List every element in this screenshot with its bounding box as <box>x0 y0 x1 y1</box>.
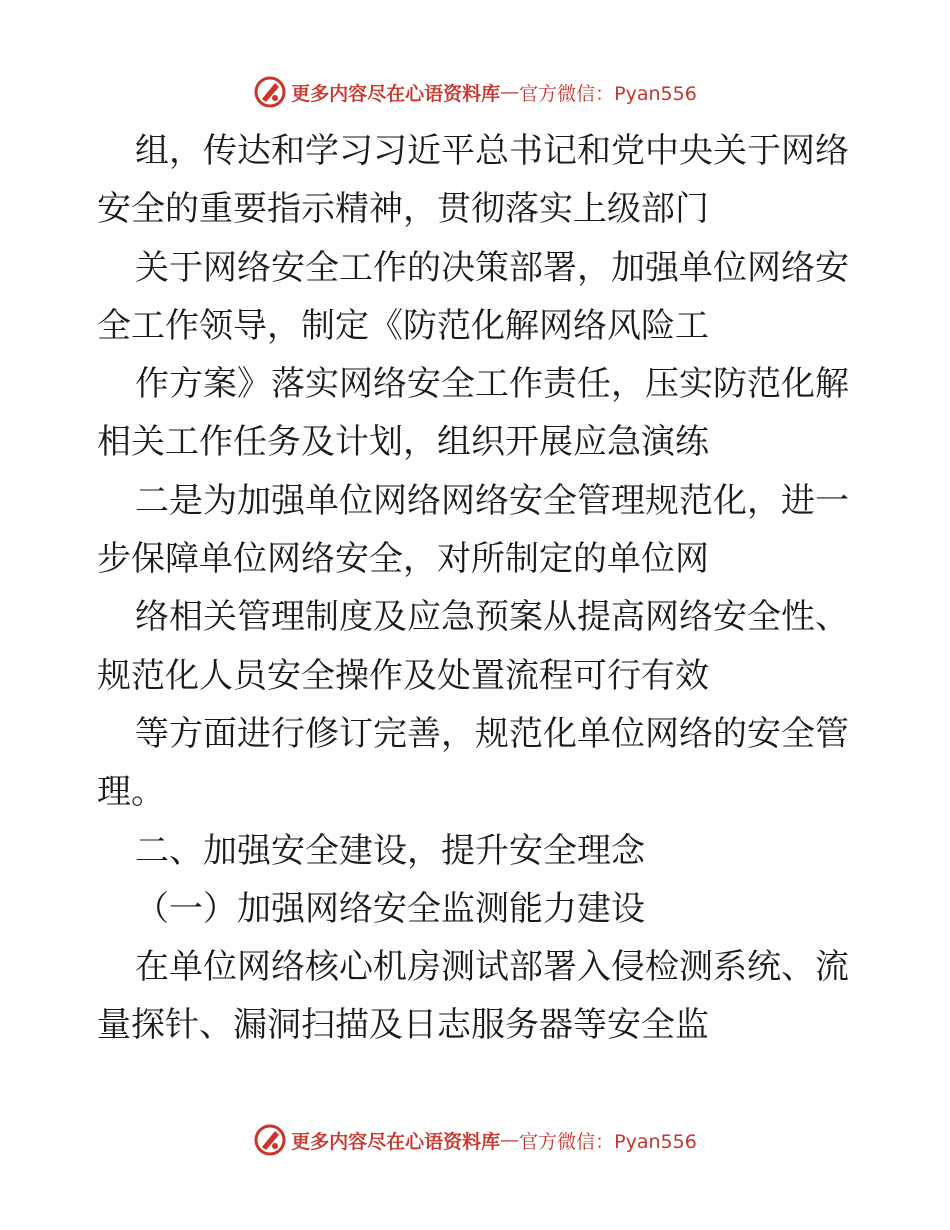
body-line: 关于网络安全工作的决策部署，加强单位网络安 <box>135 247 849 288</box>
body-line: 二、加强安全建设，提升安全理念 <box>135 830 645 871</box>
body-line: 在单位网络核心机房测试部署入侵检测系统、流 <box>135 947 849 988</box>
watermark-wechat-text: 官方微信：Pyan556 <box>519 1130 697 1153</box>
body-line: 组，传达和学习习近平总书记和党中央关于网络 <box>135 131 849 171</box>
watermark-separator: — <box>500 81 520 103</box>
body-line: 安全的重要指示精神，贯彻落实上级部门 <box>97 189 709 230</box>
watermark-site-text: 更多内容尽在心语资料库 <box>291 82 501 105</box>
body-line: 规范化人员安全操作及处置流程可行有效 <box>97 655 709 696</box>
body-line: 理。 <box>97 772 165 813</box>
body-line: （一）加强网络安全监测能力建设 <box>135 888 645 929</box>
body-line: 步保障单位网络安全，对所制定的单位网 <box>97 539 709 580</box>
document-body <box>97 122 857 1055</box>
watermark-wechat-text: 官方微信：Pyan556 <box>519 82 697 105</box>
body-line: 作方案》落实网络安全工作责任，压实防范化解 <box>135 364 849 405</box>
header-watermark <box>0 72 950 112</box>
body-line: 二是为加强单位网络网络安全管理规范化，进一 <box>135 480 849 521</box>
watermark-separator: — <box>500 1129 520 1151</box>
watermark-site-text: 更多内容尽在心语资料库 <box>291 1130 501 1153</box>
pen-nib-logo-icon <box>253 75 287 109</box>
pen-nib-logo-icon <box>253 1123 287 1157</box>
footer-watermark <box>0 1120 950 1160</box>
body-line: 量探针、漏洞扫描及日志服务器等安全监 <box>97 1005 709 1046</box>
body-line: 络相关管理制度及应急预案从提高网络安全性、 <box>135 597 849 638</box>
body-line: 相关工作任务及计划，组织开展应急演练 <box>97 422 709 463</box>
body-line: 全工作领导，制定《防范化解网络风险工 <box>97 305 709 346</box>
body-line: 等方面进行修订完善，规范化单位网络的安全管 <box>135 713 849 754</box>
